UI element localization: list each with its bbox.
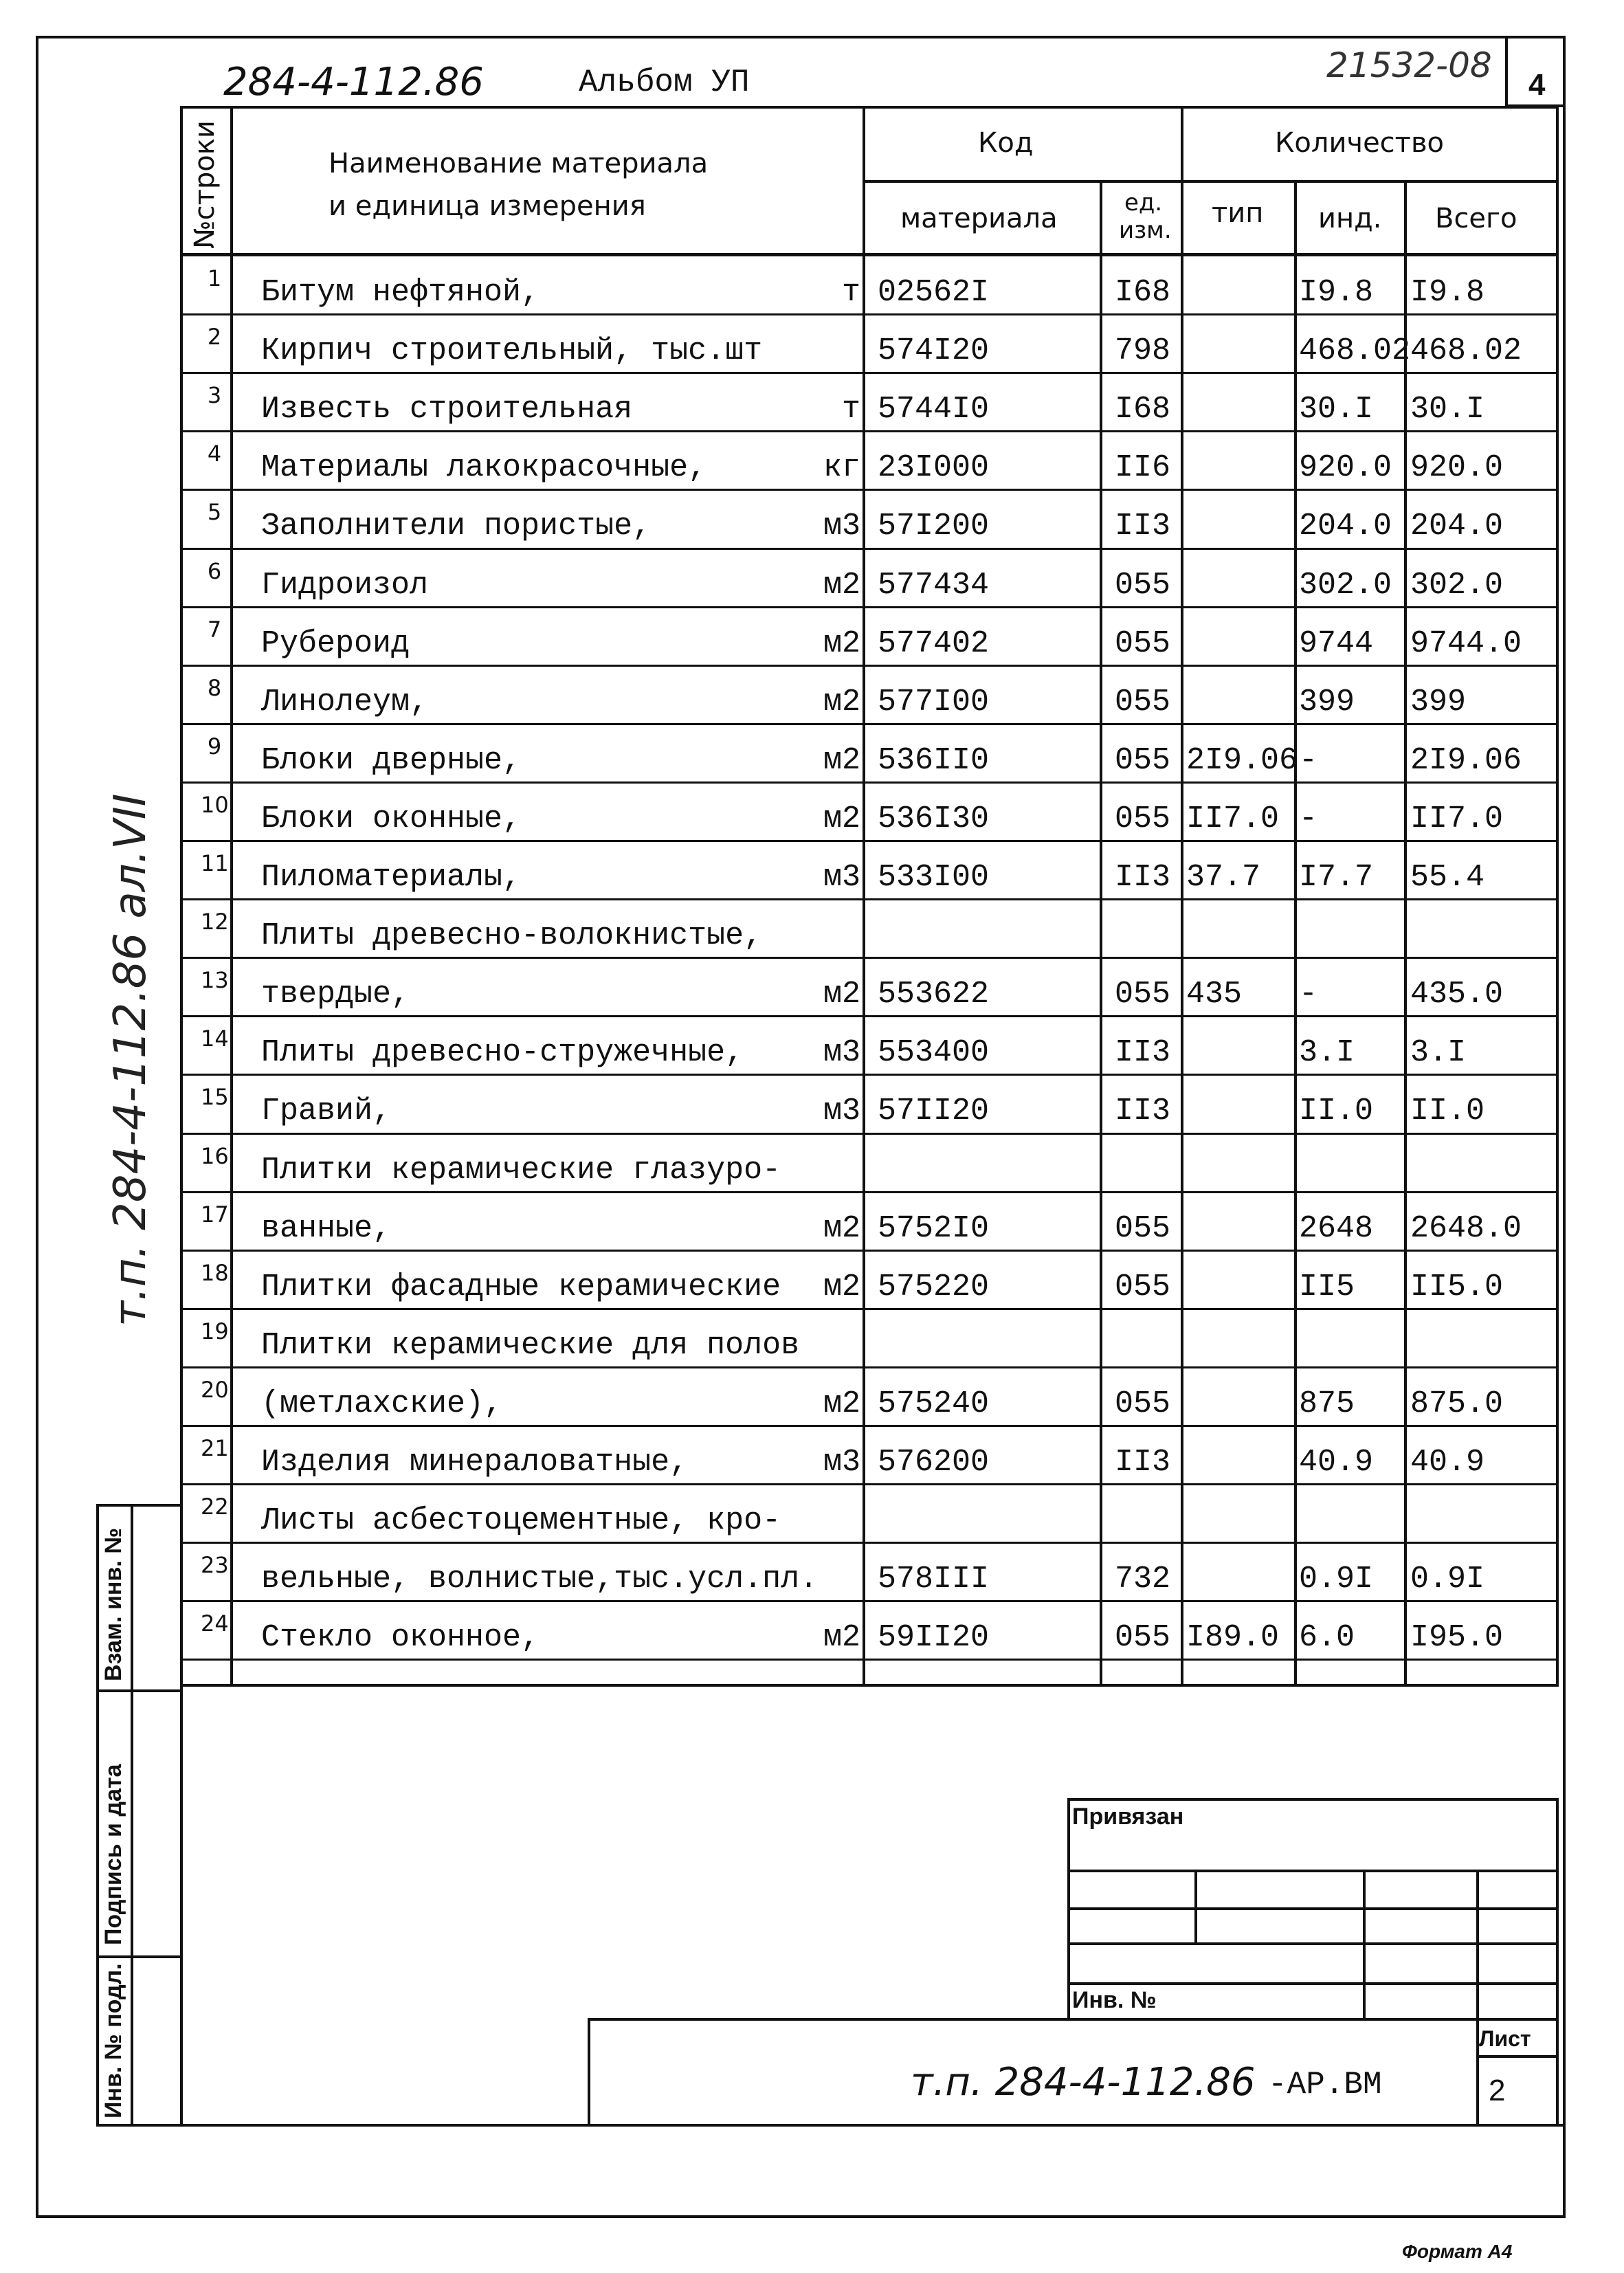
cell-code: 553622 (878, 977, 990, 1012)
cell-code: 23I000 (878, 450, 990, 486)
row-separator (180, 898, 1559, 900)
cell-name: ванные, (261, 1210, 392, 1246)
cell-ind: I7.7 (1299, 860, 1374, 895)
cell-name: твердые, (261, 977, 410, 1012)
cell-ucode: 055 (1115, 567, 1171, 603)
cell-total: I9.8 (1410, 275, 1485, 310)
cell-n: 7 (207, 616, 222, 643)
cell-name: Листы асбестоцементные, кро- (261, 1503, 781, 1539)
row-separator (180, 1366, 1559, 1368)
group-header-code: Код (978, 127, 1034, 159)
col-header-name-line1: Наименование материала (329, 148, 709, 179)
col-line-material (1100, 180, 1102, 1687)
cell-name: Кирпич строительный, тыс.шт (261, 333, 763, 369)
cell-unit: т (841, 275, 860, 310)
row-separator (180, 723, 1559, 725)
row-separator (180, 1191, 1559, 1193)
cell-n: 2 (207, 324, 222, 351)
cell-name: Битум нефтяной, (261, 275, 540, 310)
cell-total: 2I9.06 (1410, 742, 1522, 778)
row-separator (180, 1425, 1559, 1427)
cell-total: 302.0 (1410, 567, 1504, 603)
archive-number: 21532-08 (1326, 45, 1492, 85)
cell-code: 553400 (878, 1035, 990, 1071)
row-separator (180, 489, 1559, 491)
cell-n: 10 (201, 791, 229, 818)
cell-ind: 399 (1299, 684, 1355, 720)
cell-ucode: II3 (1115, 1035, 1171, 1071)
cell-unit: м2 (823, 1620, 860, 1656)
cell-unit: м2 (823, 977, 860, 1012)
cell-ind: - (1299, 977, 1318, 1012)
cell-total: 399 (1410, 684, 1467, 720)
privyazan-col-1 (1194, 1870, 1197, 1945)
cell-total: 55.4 (1410, 860, 1485, 895)
row-separator (180, 1133, 1559, 1135)
cell-total: 30.I (1410, 392, 1485, 428)
margin-reference: т.п. 284-4-112.86 ал.VII (105, 793, 156, 1327)
cell-name: Пиломатериалы, (261, 860, 522, 895)
row-separator (180, 1600, 1559, 1602)
row-separator (180, 548, 1559, 550)
cell-name: Заполнители пористые, (261, 509, 652, 544)
cell-name: Блоки оконные, (261, 801, 522, 836)
cell-code: 533I00 (878, 860, 990, 895)
page-number-divider (1505, 36, 1508, 107)
designation-left (588, 2018, 590, 2127)
cell-total: II5.0 (1410, 1269, 1504, 1305)
cell-name: Известь строительная (261, 392, 633, 428)
cell-code: 57II20 (878, 1094, 990, 1129)
cell-code: 57I200 (878, 509, 990, 544)
cell-unit: т (841, 392, 860, 428)
cell-ind: 468.02 (1299, 333, 1411, 369)
margin-stamp-sep-1 (96, 1689, 183, 1692)
cell-n: 20 (201, 1376, 229, 1403)
cell-n: 1 (207, 265, 222, 291)
cell-ind: I9.8 (1299, 275, 1374, 310)
cell-code: 577434 (878, 567, 990, 603)
row-separator (180, 1542, 1559, 1544)
cell-unit: м2 (823, 684, 860, 720)
cell-n: 3 (207, 382, 222, 409)
cell-code: 59II20 (878, 1620, 990, 1656)
margin-label-inv: Инв. № подл. (100, 1963, 126, 2118)
cell-ucode: 055 (1115, 742, 1171, 778)
cell-n: 13 (201, 967, 229, 994)
cell-name: Гравий, (261, 1094, 392, 1129)
cell-unit: м3 (823, 1445, 860, 1480)
cell-total: II7.0 (1410, 801, 1504, 836)
cell-n: 21 (201, 1435, 229, 1461)
cell-name: Плитки керамические для полов (261, 1327, 800, 1363)
privyazan-line-4 (1067, 1982, 1559, 1985)
col-header-name-line2: и единица измерения (329, 190, 646, 222)
cell-unit: кг (823, 450, 860, 486)
cell-ind: 204.0 (1299, 509, 1392, 544)
cell-total: 435.0 (1410, 977, 1504, 1012)
row-separator (180, 1483, 1559, 1485)
cell-ind: - (1299, 801, 1318, 836)
cell-n: 6 (207, 557, 222, 584)
cell-total: 9744.0 (1410, 625, 1522, 661)
row-separator (180, 840, 1559, 842)
header-bottom-line (180, 253, 1559, 256)
cell-name: Плитки фасадные керамические (261, 1269, 781, 1305)
designation-top (588, 2018, 1559, 2021)
cell-code: 575220 (878, 1269, 990, 1305)
cell-code: 536I30 (878, 801, 990, 836)
cell-code: 574I20 (878, 333, 990, 369)
cell-unit: м2 (823, 801, 860, 836)
cell-ind: II5 (1299, 1269, 1355, 1305)
margin-label-vzam: Взам. инв. № (100, 1527, 126, 1681)
cell-ucode: II3 (1115, 509, 1171, 544)
cell-n: 8 (207, 674, 222, 701)
col-line-type (1294, 180, 1297, 1687)
row-separator (180, 957, 1559, 959)
cell-code: 577I00 (878, 684, 990, 720)
cell-code: 5752I0 (878, 1210, 990, 1246)
cell-ucode: II3 (1115, 1094, 1171, 1129)
cell-total: 40.9 (1410, 1445, 1485, 1480)
album-label: Альбом УП (579, 65, 750, 100)
cell-code: 577402 (878, 625, 990, 661)
col-header-ind: инд. (1318, 203, 1382, 234)
row-separator (180, 665, 1559, 667)
cell-code: 578III (878, 1562, 990, 1597)
cell-code: 02562I (878, 275, 990, 310)
cell-n: 24 (201, 1610, 229, 1637)
row-separator (180, 313, 1559, 315)
cell-type: I89.0 (1186, 1620, 1280, 1656)
col-line-ind (1404, 180, 1407, 1687)
cell-unit: м2 (823, 1269, 860, 1305)
cell-ind: 40.9 (1299, 1445, 1374, 1480)
cell-unit: м3 (823, 509, 860, 544)
cell-ucode: II6 (1115, 450, 1171, 486)
privyazan-label: Привязан (1072, 1804, 1184, 1830)
row-separator (180, 1308, 1559, 1310)
cell-ind: 6.0 (1299, 1620, 1355, 1656)
col-line-unit (1181, 106, 1183, 1687)
row-separator (180, 1659, 1559, 1661)
cell-n: 15 (201, 1084, 229, 1111)
col-line-name (863, 106, 865, 1687)
cell-unit: м3 (823, 860, 860, 895)
doc-number: 284-4-112.86 (223, 60, 484, 104)
cell-n: 12 (201, 909, 229, 935)
cell-unit: м2 (823, 742, 860, 778)
cell-ucode: 055 (1115, 1269, 1171, 1305)
cell-total: 0.9I (1410, 1562, 1485, 1597)
privyazan-line-2 (1067, 1907, 1559, 1910)
col-header-row-no: №строки (189, 120, 221, 249)
cell-total: 204.0 (1410, 509, 1504, 544)
cell-total: 875.0 (1410, 1386, 1504, 1421)
cell-total: 2648.0 (1410, 1210, 1522, 1246)
cell-n: 16 (201, 1142, 229, 1169)
margin-stamp-inner-line (131, 1504, 133, 2127)
title-block-left-edge (180, 1687, 183, 2127)
sheet-label-line (1476, 2055, 1559, 2058)
cell-n: 18 (201, 1259, 229, 1286)
row-separator (180, 372, 1559, 374)
cell-ind: 920.0 (1299, 450, 1392, 486)
cell-n: 17 (201, 1201, 229, 1228)
cell-type: 435 (1186, 977, 1243, 1012)
cell-name: Плитки керамические глазуро- (261, 1152, 781, 1188)
row-separator (180, 1074, 1559, 1076)
cell-ucode: 055 (1115, 1210, 1171, 1246)
cell-unit: м3 (823, 1094, 860, 1129)
privyazan-line-3 (1067, 1942, 1559, 1945)
inv-no-label: Инв. № (1072, 1987, 1157, 2013)
cell-ind: 30.I (1299, 392, 1374, 428)
cell-total: 920.0 (1410, 450, 1504, 486)
cell-name: вельные, волнистые,тыс.усл.пл. (261, 1562, 819, 1597)
cell-ucode: II3 (1115, 860, 1171, 895)
cell-type: II7.0 (1186, 801, 1280, 836)
cell-total: II.0 (1410, 1094, 1485, 1129)
cell-n: 22 (201, 1494, 229, 1520)
cell-name: Линолеум, (261, 684, 429, 720)
cell-total: 468.02 (1410, 333, 1522, 369)
cell-name: Плиты древесно-волокнистые, (261, 918, 763, 954)
cell-n: 9 (207, 733, 222, 759)
cell-n: 23 (201, 1552, 229, 1579)
cell-ucode: 055 (1115, 625, 1171, 661)
cell-name: Плиты древесно-стружечные, (261, 1035, 744, 1071)
designation-handwritten: т.п. 284-4-112.86 (911, 2060, 1256, 2105)
cell-ucode: I68 (1115, 275, 1171, 310)
designation-suffix: -АР.ВМ (1268, 2067, 1382, 2103)
cell-ind: 3.I (1299, 1035, 1355, 1071)
cell-name: Рубероид (261, 625, 410, 661)
cell-code: 575240 (878, 1386, 990, 1421)
cell-code: 576200 (878, 1445, 990, 1480)
cell-ind: 9744 (1299, 625, 1374, 661)
privyazan-col-3 (1476, 1870, 1479, 2021)
group-header-quantity: Количество (1275, 127, 1445, 159)
cell-ucode: 055 (1115, 1386, 1171, 1421)
cell-unit: м2 (823, 1386, 860, 1421)
col-header-unit-1: ед. (1124, 189, 1163, 217)
sheet-label: Лист (1479, 2026, 1531, 2051)
cell-name: Материалы лакокрасочные, (261, 450, 707, 486)
row-separator (180, 1015, 1559, 1017)
cell-n: 14 (201, 1025, 229, 1052)
privyazan-col-2 (1363, 1870, 1366, 2021)
col-header-unit-2: изм. (1119, 217, 1172, 244)
cell-n: 11 (201, 850, 229, 876)
cell-ucode: 055 (1115, 684, 1171, 720)
margin-stamp-sep-2 (96, 1955, 183, 1958)
cell-ucode: 055 (1115, 1620, 1171, 1656)
cell-n: 5 (207, 499, 222, 526)
sheet-col-right (1556, 2018, 1559, 2127)
cell-unit: м2 (823, 1210, 860, 1246)
cell-code: 536II0 (878, 742, 990, 778)
cell-ind: 2648 (1299, 1210, 1374, 1246)
cell-name: (метлахские), (261, 1386, 503, 1421)
format-label: Формат А4 (1402, 2241, 1513, 2262)
cell-name: Гидроизол (261, 567, 429, 603)
cell-type: 37.7 (1186, 860, 1261, 895)
cell-ind: II.0 (1299, 1094, 1374, 1129)
cell-ucode: I68 (1115, 392, 1171, 428)
col-line-rowno (230, 106, 233, 1687)
cell-type: 2I9.06 (1186, 742, 1298, 778)
cell-name: Стекло оконное, (261, 1620, 540, 1656)
cell-ucode: 055 (1115, 801, 1171, 836)
title-block-bottom (180, 2124, 1566, 2127)
cell-ucode: 798 (1115, 333, 1171, 369)
row-separator (180, 430, 1559, 432)
row-separator (180, 1250, 1559, 1252)
cell-name: Изделия минераловатные, (261, 1445, 689, 1480)
col-header-material: материала (900, 203, 1058, 234)
cell-total: I95.0 (1410, 1620, 1504, 1656)
cell-ind: 302.0 (1299, 567, 1392, 603)
sheet-number: 2 (1489, 2074, 1506, 2107)
cell-ucode: 055 (1115, 977, 1171, 1012)
header-subline (863, 180, 1559, 183)
cell-ind: 0.9I (1299, 1562, 1374, 1597)
cell-total: 3.I (1410, 1035, 1467, 1071)
cell-name: Блоки дверные, (261, 742, 522, 778)
margin-label-signature: Подпись и дата (100, 1764, 126, 1945)
row-separator (180, 781, 1559, 784)
page-number: 4 (1528, 68, 1546, 102)
cell-n: 19 (201, 1318, 229, 1344)
cell-unit: м3 (823, 1035, 860, 1071)
cell-ind: - (1299, 742, 1318, 778)
privyazan-line-1 (1067, 1870, 1559, 1872)
col-header-total: Всего (1435, 203, 1517, 234)
cell-n: 4 (207, 441, 222, 467)
row-separator (180, 606, 1559, 608)
cell-unit: м2 (823, 567, 860, 603)
cell-ucode: 732 (1115, 1562, 1171, 1597)
col-header-type: тип (1212, 197, 1264, 229)
cell-unit: м2 (823, 625, 860, 661)
cell-code: 5744I0 (878, 392, 990, 428)
cell-ucode: II3 (1115, 1445, 1171, 1480)
cell-ind: 875 (1299, 1386, 1355, 1421)
